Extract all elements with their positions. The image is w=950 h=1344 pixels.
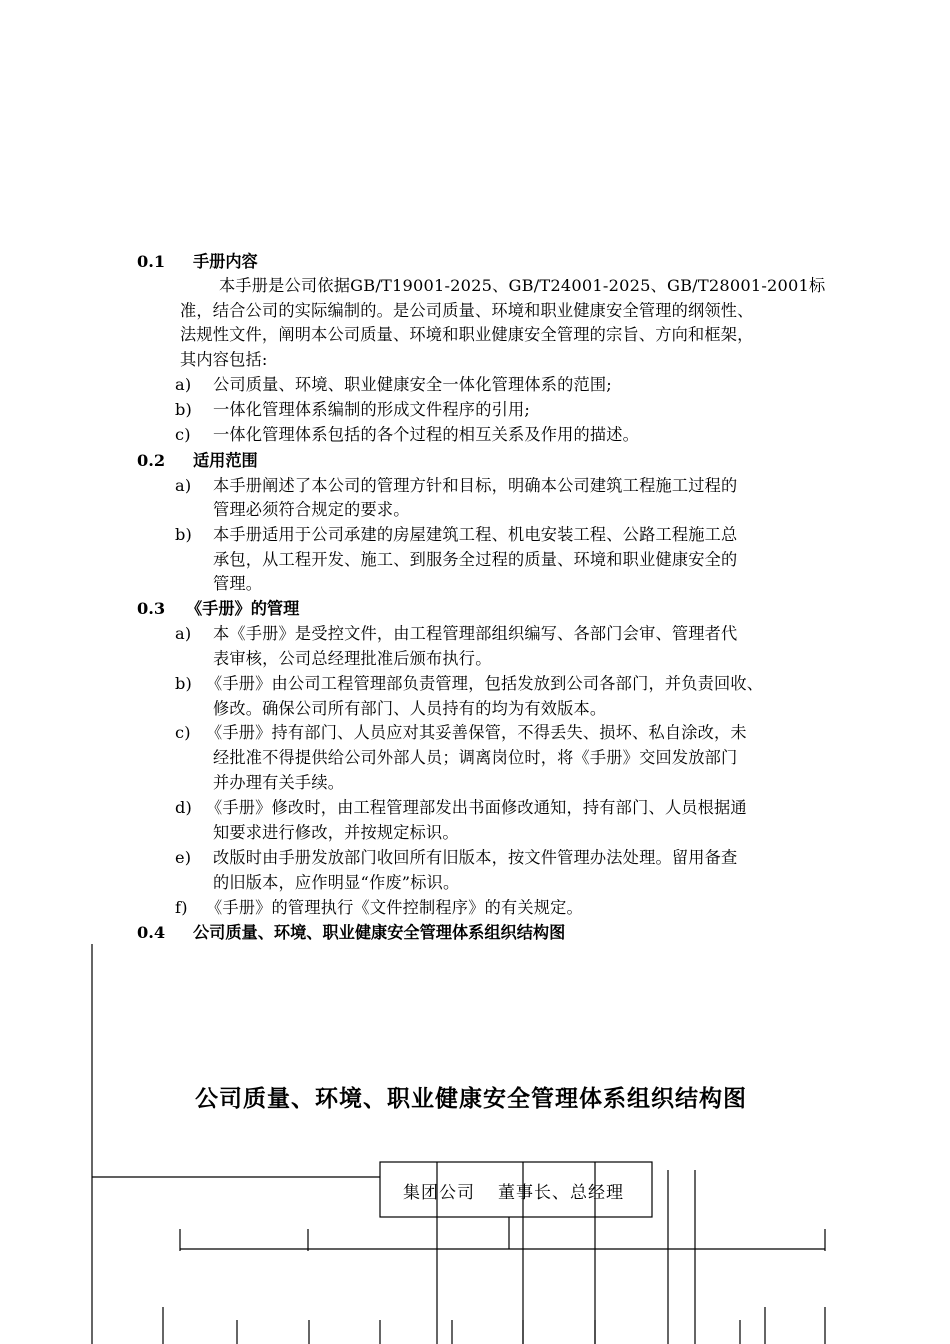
list-item-text: 经批准不得提供给公司外部人员；调离岗位时，将《手册》交回发放部门 [213, 748, 738, 767]
list-label: a) [175, 375, 192, 394]
section-title: 《手册》的管理 [186, 599, 300, 618]
section-number: 0.1 [137, 252, 166, 271]
paragraph-line: 准，结合公司的实际编制的。是公司质量、环境和职业健康安全管理的纲领性、 [180, 301, 754, 320]
list-item-text: 承包，从工程开发、施工、到服务全过程的质量、环境和职业健康安全的 [213, 550, 738, 569]
list-item-text: 改版时由手册发放部门收回所有旧版本，按文件管理办法处理。留用备查 [213, 848, 738, 867]
list-label: a) [175, 476, 192, 495]
section-title: 手册内容 [193, 252, 258, 271]
list-item-text: 管理必须符合规定的要求。 [213, 500, 410, 519]
paragraph-line: 法规性文件，阐明本公司质量、环境和职业健康安全管理的宗旨、方向和框架， [180, 325, 754, 344]
list-item-text: 本《手册》是受控文件，由工程管理部组织编写、各部门会审、管理者代 [213, 624, 738, 643]
list-item-text: 《手册》持有部门、人员应对其妥善保管，不得丢失、损坏、私自涂改，未 [206, 723, 747, 742]
paragraph-line: 本手册是公司依据GB/T19001-2025、GB/T24001-2025、GB/T28001-2001标 [219, 276, 826, 295]
paragraph-line: 其内容包括: [180, 350, 268, 369]
list-label: e) [175, 848, 192, 867]
list-item-text: 本手册适用于公司承建的房屋建筑工程、机电安装工程、公路工程施工总 [213, 525, 738, 544]
section-number: 0.3 [137, 599, 166, 618]
list-item-text: 《手册》修改时，由工程管理部发出书面修改通知，持有部门、人员根据通 [206, 798, 747, 817]
section-title: 适用范围 [193, 451, 258, 470]
list-item-text: 《手册》的管理执行《文件控制程序》的有关规定。 [206, 898, 583, 917]
list-item-text: 一体化管理体系编制的形成文件程序的引用; [213, 400, 531, 419]
list-label: c) [175, 723, 191, 742]
list-item-text: 的旧版本，应作明显“作废”标识。 [213, 873, 460, 892]
top-box-org: 集团公司 [403, 1183, 475, 1203]
top-box-role: 董事长、总经理 [498, 1183, 624, 1203]
list-item-text: 管理。 [213, 574, 263, 593]
list-item-text: 一体化管理体系包括的各个过程的相互关系及作用的描述。 [213, 425, 640, 444]
list-item-text: 修改。确保公司所有部门、人员持有的均为有效版本。 [213, 699, 607, 718]
list-item-text: 本手册阐述了本公司的管理方针和目标，明确本公司建筑工程施工过程的 [213, 476, 738, 495]
section-title: 公司质量、环境、职业健康安全管理体系组织结构图 [193, 923, 566, 942]
list-item-text: 《手册》由公司工程管理部负责管理，包括发放到公司各部门，并负责回收、 [206, 674, 764, 693]
list-item-text: 公司质量、环境、职业健康安全一体化管理体系的范围; [213, 375, 612, 394]
list-item-text: 表审核，公司总经理批准后颁布执行。 [213, 649, 492, 668]
list-label: b) [175, 674, 193, 693]
list-label: d) [175, 798, 193, 817]
list-label: b) [175, 525, 193, 544]
section-number: 0.2 [137, 451, 166, 470]
list-item-text: 并办理有关手续。 [213, 773, 345, 792]
list-label: c) [175, 425, 191, 444]
list-label: f) [175, 898, 188, 917]
org-chart-title: 公司质量、环境、职业健康安全管理体系组织结构图 [195, 1085, 747, 1112]
list-label: b) [175, 400, 193, 419]
section-number: 0.4 [137, 923, 166, 942]
list-item-text: 知要求进行修改，并按规定标识。 [213, 823, 459, 842]
list-label: a) [175, 624, 192, 643]
